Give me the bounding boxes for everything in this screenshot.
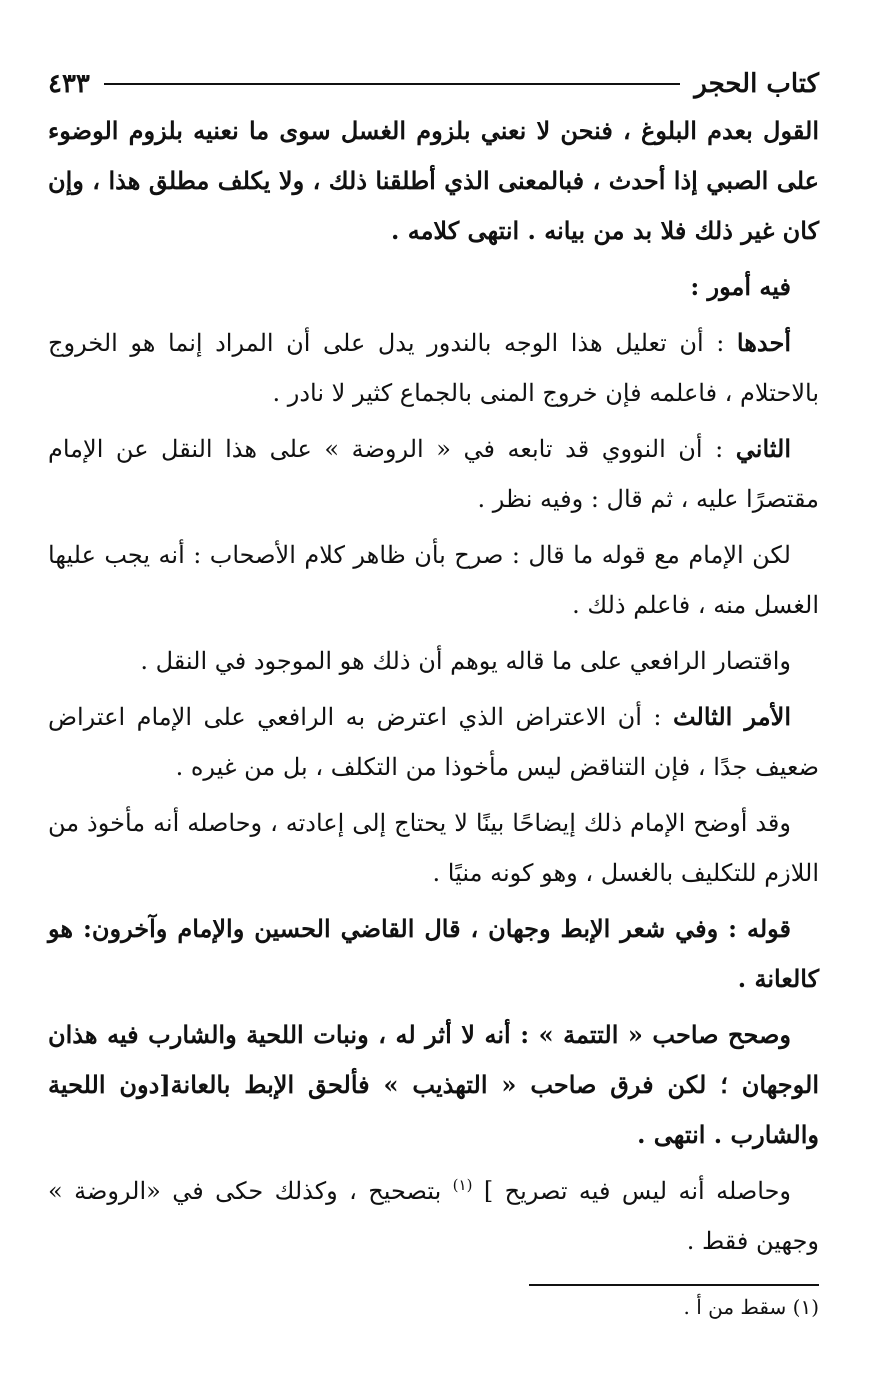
paragraph-body: وحاصله أنه ليس فيه تصريح ] [472,1177,792,1205]
paragraph-second-point [48,424,819,524]
paragraph-issues-heading: فيه أمور : [690,272,791,301]
paragraph-imam-statement: لكن الإمام مع قوله ما قال : صرح بأن ظاهر كلام الأصحاب : أنه يجب عليها الغسل منه ، فاعلم ذلك . [48,541,819,619]
paragraph-lead: الأمر الثالث [672,702,791,731]
footnote: (١) سقط من أ . [683,1295,819,1319]
paragraph-quote-armpit: قوله : وفي شعر الإبط وجهان ، قال القاضي الحسين والإمام وآخرون: هو كالعانة . [48,914,819,993]
page-number: ٤٣٣ [48,69,90,99]
paragraph-body: : أن الاعتراض الذي اعترض به الرافعي على الإمام اعتراض ضعيف جدًا ، فإن التناقض ليس مأخوذا من التكلف ، بل من غيره . [48,703,819,781]
paragraph-conclusion [48,1166,819,1266]
paragraph-body: بتصحيح ، وكذلك حكى في «الروضة » وجهين فقط . [48,1177,819,1255]
paragraph-intro: القول بعدم البلوغ ، فنحن لا نعني بلزوم الغسل سوى ما نعنيه بلزوم الوضوء على الصبي إذا أحدث ، فبالمعنى الذي أطلقنا ذلك ، ولا يكلف مطلق هذا ، وإن كان غير ذلك فلا بد من بيانه . انتهى كلامه . [48,116,819,245]
footnote-rule [529,1284,819,1286]
paragraph-clarification: وقد أوضح الإمام ذلك إيضاحًا بينًا لا يحتاج إلى إعادته ، وحاصله أنه مأخوذ من اللازم للتكليف بالغسل ، وهو كونه منيًا . [48,809,819,887]
paragraph-lead: أحدها [736,328,791,357]
header-rule [104,83,680,85]
paragraph-first-point [48,318,819,418]
paragraph-lead: الثاني [735,434,791,463]
chapter-title: كتاب الحجر [694,69,819,99]
paragraph-rafii-summary: واقتصار الرافعي على ما قاله يوهم أن ذلك هو الموجود في النقل . [140,647,791,675]
running-header [48,62,819,106]
document-page [48,62,819,1373]
paragraph-third-point [48,692,819,792]
paragraph-body: : أن تعليل هذا الوجه بالندور يدل على أن المراد إنما هو الخروج بالاحتلام ، فاعلمه فإن خروج المنى بالجماع كثير لا نادر . [48,329,819,407]
paragraph-body: : أن النووي قد تابعه في « الروضة » على هذا النقل عن الإمام مقتصرًا عليه ، ثم قال : وفيه نظر . [48,435,819,513]
footnote-reference[interactable]: (١) [452,1176,473,1194]
paragraph-quote-tatimma: وصحح صاحب « التتمة » : أنه لا أثر له ، ونبات اللحية والشارب فيه هذان الوجهان ؛ لكن فرق صاحب « التهذيب » فألحق الإبط بالعانة[دون اللحية والشارب . انتهى . [48,1020,819,1149]
